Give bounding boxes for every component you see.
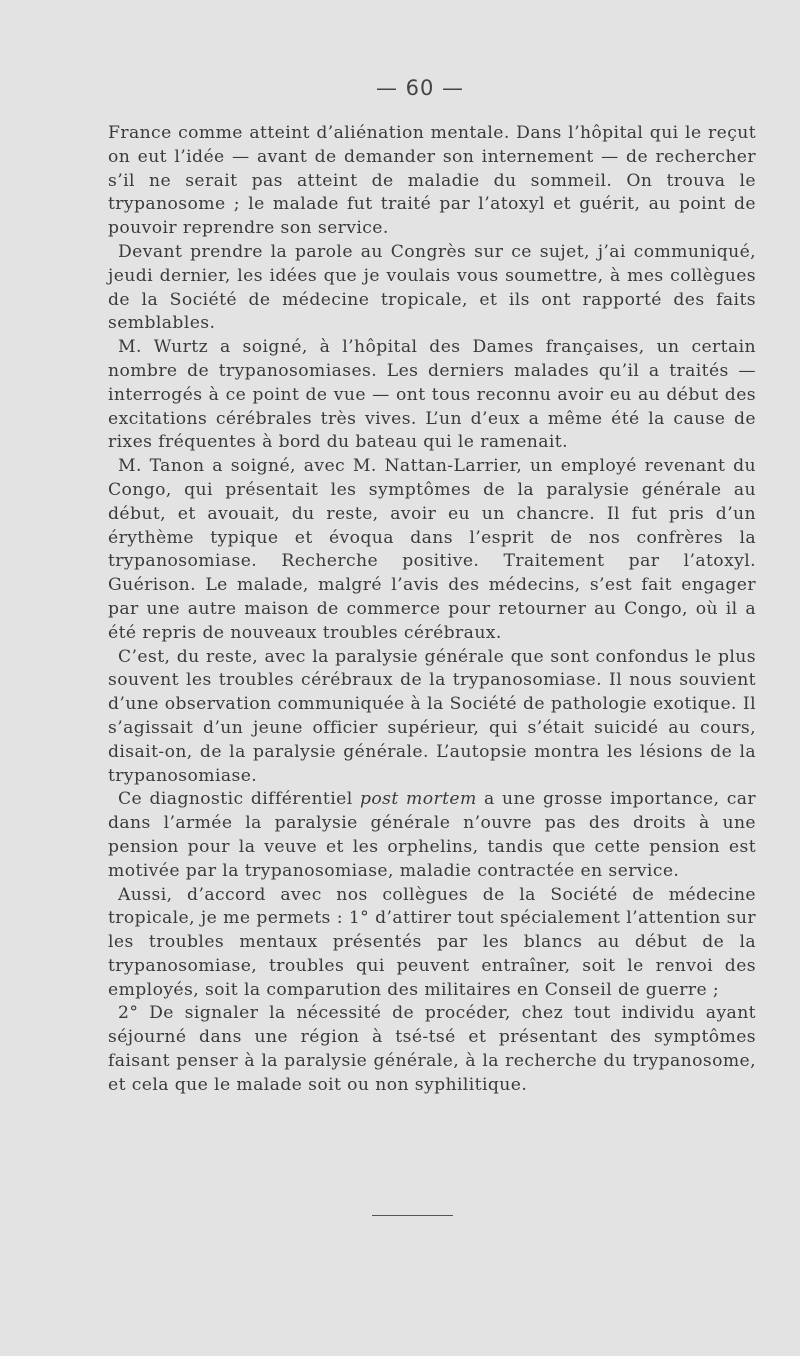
paragraph-1: France comme atteint d’aliénation mentale. Dans l’hôpital qui le reçut on eut l’idée — avant de demander son internement — de rechercher s’il ne serait pas atteint de maladie du sommeil. On trouva le trypanosome ; le malade fut traité par l’atoxyl et guérit, au point de pouvoir reprendre son service. xyxy=(108,123,756,239)
paragraph-6-start: Ce diagnostic différentiel xyxy=(118,789,360,810)
paragraph-2: Devant prendre la parole au Congrès sur ce sujet, j’ai communiqué, jeudi dernier, les idées que je voulais vous soumettre, à mes collègues de la Société de médecine tropicale, et ils ont rapporté des faits semblables. xyxy=(108,241,756,334)
paragraph-3: M. Wurtz a soigné, à l’hôpital des Dames françaises, un certain nombre de trypanosomiases. Les derniers malades qu’il a traités — interrogés à ce point de vue — ont tous reconnu avoir eu au début des excitations cérébrales très vives. L’un d’eux a même été la cause de rixes fréquentes à bord du bateau qui le ramenait. xyxy=(108,337,756,453)
paragraph-6-end: a une grosse importance, car dans l’armée la paralysie générale n’ouvre pas des droits à une pension pour la veuve et les orphelins, tandis que cette pension est motivée par la trypanosomiase, maladie contractée en service. xyxy=(108,789,756,881)
paragraph-4: M. Tanon a soigné, avec M. Nattan-Larrier, un employé revenant du Congo, qui présentait les symptômes de la paralysie générale au début, et avouait, du reste, avoir eu un chancre. Il fut pris d’un érythème typique et évoqua dans l’esprit de nos confrères la trypanosomiase. Recherche positive. Traitement par l’atoxyl. Guérison. Le malade, malgré l’avis des médecins, s’est fait engager par une autre maison de commerce pour retourner au Congo, où il a été repris de nouveaux troubles cérébraux. xyxy=(108,456,756,643)
body-text xyxy=(108,122,756,1098)
latin-phrase: post mortem xyxy=(359,789,477,810)
paragraph-7: Aussi, d’accord avec nos collègues de la Société de médecine tropicale, je me permets : 1° d’attirer tout spécialement l’attention sur les troubles mentaux présentés par les blancs au début de la trypanosomiase, troubles qui peuvent entraîner, soit le renvoi des employés, soit la comparution des militaires en Conseil de guerre ; xyxy=(108,884,756,1000)
paragraph-5: C’est, du reste, avec la paralysie générale que sont confondus le plus souvent les troubles cérébraux de la trypanosomiase. Il nous souvient d’une observation communiquée à la Société de pathologie exotique. Il s’agissait d’un jeune officier supérieur, qui s’était suicidé au cours, disait-on, de la paralysie générale. L’autopsie montra les lésions de la trypanosomiase. xyxy=(108,646,756,786)
section-divider xyxy=(372,1215,453,1216)
page-number: — 60 — xyxy=(375,76,465,100)
paragraph-6 xyxy=(108,788,756,883)
paragraph-8: 2° De signaler la nécessité de procéder, chez tout individu ayant séjourné dans une région à tsé-tsé et présentant des symptômes faisant penser à la paralysie générale, à la recherche du trypanosome, et cela que le malade soit ou non syphilitique. xyxy=(108,1003,756,1095)
